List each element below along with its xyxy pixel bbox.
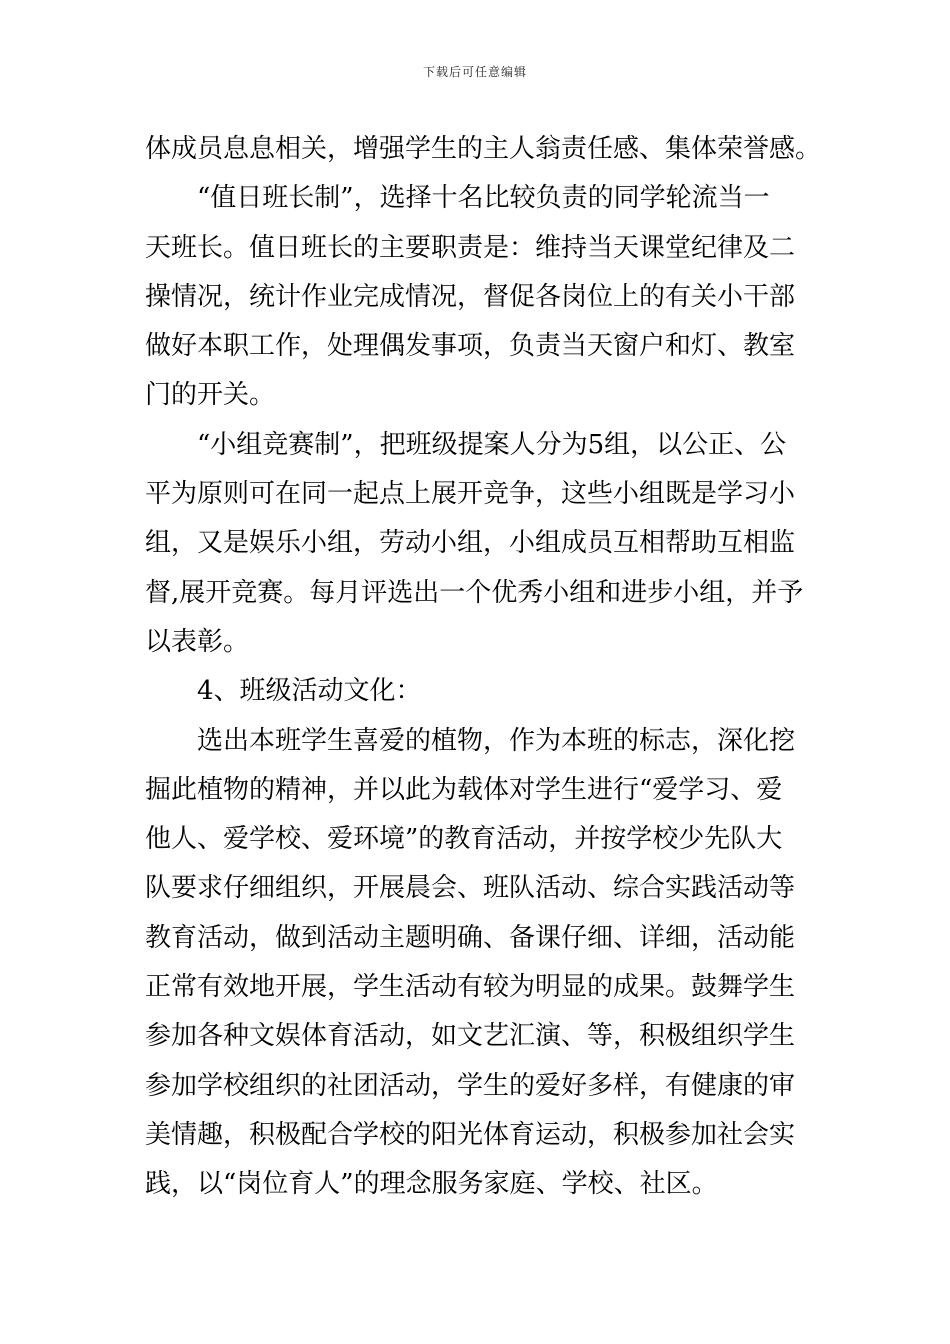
- text-line: 督,展开竞赛。每月评选出一个优秀小组和进步小组，并予: [145, 577, 804, 608]
- text-line: 体成员息息相关，增强学生的主人翁责任感、集体荣誉感。: [145, 134, 822, 164]
- text-line: 正常有效地开展，学生活动有较为明显的成果。鼓舞学生: [145, 972, 796, 1003]
- text-line: 组，又是娱乐小组，劳动小组，小组成员互相帮助互相监: [145, 528, 796, 559]
- text-line: 选出本班学生喜爱的植物，作为本班的标志，深化挖: [197, 725, 796, 756]
- text-line: 以表彰。: [145, 626, 250, 657]
- text-line: “值日班长制”，选择十名比较负责的同学轮流当一: [197, 183, 770, 214]
- text-line: 平为原则可在同一起点上展开竞争，这些小组既是学习小: [145, 479, 796, 510]
- text-line: 队要求仔细组织，开展晨会、班队活动、综合实践活动等: [145, 873, 796, 904]
- text-line: 美情趣，积极配合学校的阳光体育运动，积极参加社会实: [145, 1119, 796, 1150]
- text-line: 掘此植物的精神，并以此为载体对学生进行“爱学习、爱: [145, 774, 783, 805]
- text-line: 参加学校组织的社团活动，学生的爱好多样，有健康的审: [145, 1070, 796, 1101]
- text-line: 参加各种文娱体育活动，如文艺汇演、等，积极组织学生: [145, 1021, 796, 1052]
- text-line: 门的开关。: [145, 380, 276, 411]
- text-line: 教育活动，做到活动主题明确、备课仔细、详细，活动能: [145, 922, 796, 953]
- text-line: 做好本职工作，处理偶发事项，负责当天窗户和灯、教室: [145, 331, 796, 362]
- text-line: 他人、爱学校、爱环境”的教育活动，并按学校少先队大: [145, 824, 783, 855]
- section-heading: 4、班级活动文化：: [197, 676, 422, 707]
- text-line: 践，以“岗位育人”的理念服务家庭、学校、社区。: [145, 1169, 718, 1200]
- text-line: 操情况，统计作业完成情况，督促各岗位上的有关小干部: [145, 281, 796, 312]
- text-line: 天班长。值日班长的主要职责是：维持当天课堂纪律及二: [145, 232, 796, 263]
- text-line: “小组竞赛制”，把班级提案人分为5组，以公正、公: [197, 429, 787, 460]
- page-header-note: 下载后可任意编辑: [422, 65, 527, 79]
- body-text: [145, 125, 822, 1210]
